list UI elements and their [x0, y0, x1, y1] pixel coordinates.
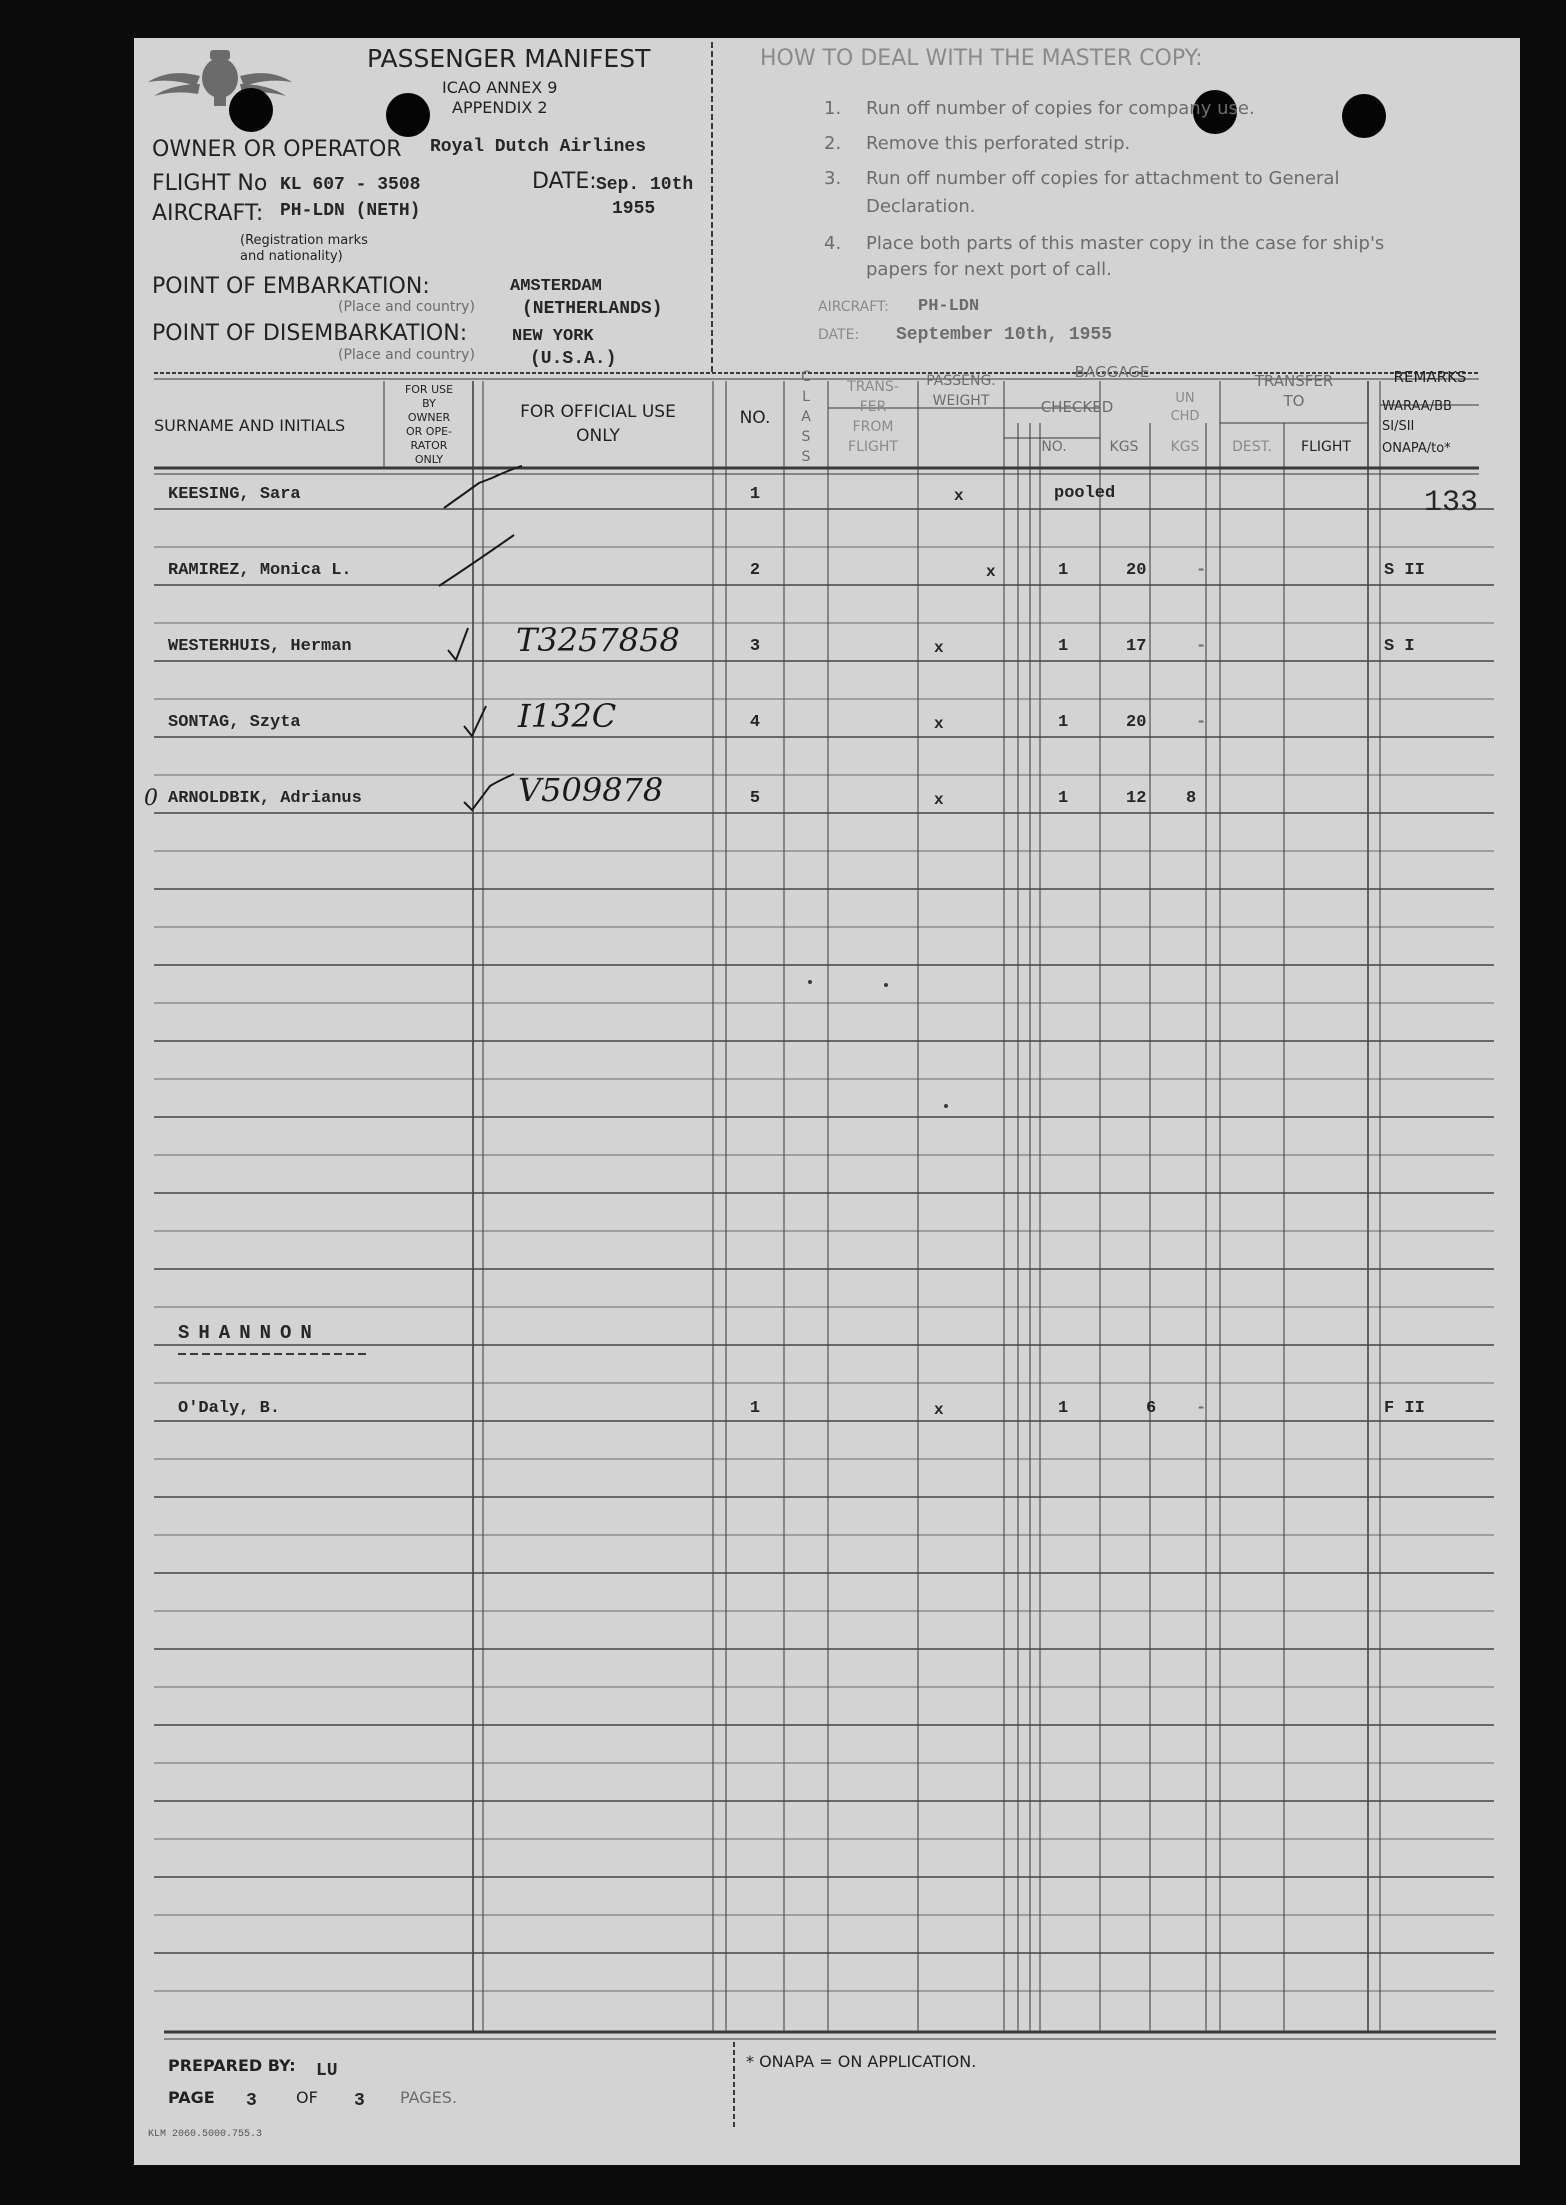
passenger-number: 4	[749, 713, 761, 732]
registration-note: (Registration marks	[240, 233, 368, 248]
passenger-weight-mark: x	[934, 791, 944, 809]
form-code: KLM 2060.5000.755.3	[148, 2129, 263, 2140]
section-shannon: SHANNON	[178, 1322, 321, 1344]
page-value: 3	[246, 2091, 257, 2111]
baggage-count: 1	[1058, 789, 1069, 808]
col-number: NO.	[739, 408, 771, 428]
instruction-number: 4.	[824, 233, 842, 254]
punch-hole	[1342, 94, 1386, 138]
icao-annex: ICAO ANNEX 9	[442, 78, 558, 97]
passenger-number: 1	[749, 1399, 761, 1418]
baggage-count: 1	[1058, 561, 1069, 580]
appendix: APPENDIX 2	[452, 98, 548, 117]
instructions-title: HOW TO DEAL WITH THE MASTER COPY:	[760, 46, 1203, 71]
nationality-note: and nationality)	[240, 249, 343, 264]
passenger-weight-mark: x	[934, 715, 944, 733]
col-remarks-sub-2: SI/SII	[1382, 419, 1415, 434]
baggage-kgs: 20	[1126, 561, 1147, 580]
col-surname: SURNAME AND INITIALS	[154, 416, 346, 435]
copy-date-label: DATE:	[818, 327, 860, 343]
passenger-remarks: S I	[1384, 637, 1415, 656]
punch-hole	[386, 93, 430, 137]
prepared-by-label: PREPARED BY:	[168, 2056, 296, 2075]
unchecked-kgs: -	[1196, 713, 1207, 732]
col-transfer-to: TRANSFER	[1254, 372, 1334, 390]
embark-label: POINT OF EMBARKATION:	[152, 274, 430, 299]
col-remarks-sub-1: WARAA/BB	[1382, 399, 1452, 414]
col-unchd-kgs: KGS	[1170, 439, 1200, 455]
col-kgs: KGS	[1109, 439, 1139, 455]
col-official-only: ONLY	[576, 426, 620, 446]
passenger-name: KEESING, Sara	[168, 485, 301, 504]
passenger-name: WESTERHUIS, Herman	[168, 637, 352, 656]
col-remarks-sub-3: ONAPA/to*	[1382, 441, 1451, 456]
baggage-count: 1	[1058, 713, 1069, 732]
col-remarks: REMARKS	[1393, 368, 1467, 386]
passenger-weight-mark: x	[986, 563, 996, 581]
copy-aircraft-label: AIRCRAFT:	[818, 299, 889, 315]
instruction-text: Remove this perforated strip.	[866, 133, 1131, 154]
col-dest: DEST.	[1232, 439, 1272, 455]
unchecked-kgs: -	[1196, 561, 1207, 580]
embark-country: (NETHERLANDS)	[522, 299, 663, 319]
disembark-country: (U.S.A.)	[530, 349, 617, 369]
col-unchecked-top: UN	[1175, 391, 1195, 406]
airline-crest-logo	[148, 50, 292, 106]
margin-mark: 0	[144, 786, 158, 811]
col-official-use: FOR OFFICIAL USE	[520, 402, 676, 422]
col-unchecked-bottom: CHD	[1170, 409, 1200, 424]
instruction-number: 3.	[824, 168, 842, 189]
of-value: 3	[354, 2091, 365, 2111]
instruction-text: Place both parts of this master copy in the case for ship's	[866, 233, 1385, 254]
col-transfer-to-sub: TO	[1283, 392, 1305, 410]
manifest-sheet: PASSENGER MANIFEST ICAO ANNEX 9 APPENDIX 2 OWNER OR OPERATOR Royal Dutch Airlines FLIGHT No KL 607 - 3508 DATE: Sep. 10th 1955 AIRCRAFT: PH-LDN (NETH) (Registration marks and nationality) POINT OF EMBARKATION: AMSTERDAM (Place and country) (NETHERLANDS) POINT OF DISEMBARKATION: NEW YORK (Place and country) (U.S.A.) HOW TO DEAL WITH THE MASTER COPY: 1. Run off number of copies for company use. 2. Remove this perforated strip. 3. Run off number off copies for attachment to General Declaration. 4. Place both parts of this master copy in the case for ship's papers for next port of call. AIRCRAFT: PH-LDN DATE: September 10th, 1955 SURNAME AND INITIALS FOR USE BY OWNER OR OPE- RATOR ONLY FOR OFFICIAL USE ONLY NO. C L A S S TRANS- FER FROM FLIGHT PASSENG. WEIGHT BAGGAGE CHECKED UN CHD NO. KGS KGS TRANSFER TO DEST. FLIGHT REMARKS WARAA/BB SI/SII ONAPA/to* 133 KEESING, Sara 1 x pooled RAMIREZ, Monica L. 2 x 1 20 - S II WESTERHUIS, Herman T3257858 3 x 1 17 - S I SONTAG, Szyta I132C 4 x 1 20 - 0 ARNOLDBIK, Adrianus V509878 5 x 1 12 8 SHANNON O'Daly, B. 1 x 1 6 - F II PREPARED BY: LU PAGE 3 OF 3 PAGES. * ONAPA = ON APPLICATION. KLM 2060.5000.755.3	[134, 38, 1520, 2165]
disembark-label: POINT OF DISEMBARKATION:	[152, 321, 468, 346]
passenger-name: RAMIREZ, Monica L.	[168, 561, 352, 580]
baggage-kgs: 17	[1126, 637, 1147, 656]
pages-label: PAGES.	[400, 2088, 458, 2107]
baggage-count: 1	[1058, 1399, 1069, 1418]
disembark-value: NEW YORK	[512, 327, 594, 346]
unchecked-kgs: -	[1196, 637, 1207, 656]
col-bag-no: NO.	[1041, 439, 1067, 455]
instruction-number: 2.	[824, 133, 842, 154]
passenger-number: 5	[749, 789, 761, 808]
punch-hole	[229, 88, 273, 132]
col-baggage: BAGGAGE	[1074, 363, 1150, 381]
baggage-pooled: pooled	[1054, 484, 1116, 503]
flight-label: FLIGHT No	[152, 171, 268, 196]
page-serial-number: 133	[1424, 486, 1479, 520]
official-use-entry: I132C	[518, 697, 617, 735]
unchecked-kgs: -	[1196, 1399, 1207, 1418]
flight-value: KL 607 - 3508	[280, 175, 421, 195]
instruction-text: Run off number of copies for company use.	[866, 98, 1255, 119]
unchecked-kgs: 8	[1186, 789, 1197, 808]
passenger-remarks: S II	[1384, 561, 1425, 580]
page-label: PAGE	[168, 2088, 215, 2107]
disembark-note: (Place and country)	[338, 347, 475, 363]
manifest-title: PASSENGER MANIFEST	[367, 44, 651, 73]
instruction-text: papers for next port of call.	[866, 259, 1112, 280]
passenger-number: 3	[749, 637, 761, 656]
owner-value: Royal Dutch Airlines	[430, 137, 647, 157]
owner-label: OWNER OR OPERATOR	[152, 137, 402, 162]
instruction-text: Run off number off copies for attachment to General	[866, 168, 1340, 189]
col-weight-bottom: WEIGHT	[932, 393, 990, 409]
date-label: DATE:	[532, 169, 597, 194]
instruction-number: 1.	[824, 98, 842, 119]
official-use-entry: V509878	[518, 771, 664, 809]
passenger-name: ARNOLDBIK, Adrianus	[168, 789, 362, 808]
embark-value: AMSTERDAM	[510, 277, 602, 296]
instruction-text: Declaration.	[866, 196, 976, 217]
copy-aircraft-value: PH-LDN	[918, 297, 980, 316]
date-year: 1955	[612, 199, 656, 219]
aircraft-label: AIRCRAFT:	[152, 201, 264, 226]
passenger-name: O'Daly, B.	[178, 1399, 281, 1418]
passenger-name: SONTAG, Szyta	[168, 713, 301, 732]
aircraft-value: PH-LDN (NETH)	[280, 201, 421, 221]
baggage-kgs: 6	[1146, 1399, 1157, 1418]
passenger-remarks: F II	[1384, 1399, 1425, 1418]
passenger-weight-mark: x	[954, 487, 964, 505]
official-use-entry: T3257858	[516, 621, 680, 659]
of-label: OF	[296, 2088, 318, 2107]
passenger-weight-mark: x	[934, 1401, 944, 1419]
baggage-kgs: 20	[1126, 713, 1147, 732]
onapa-footnote: * ONAPA = ON APPLICATION.	[746, 2052, 977, 2071]
col-checked: CHECKED	[1040, 398, 1114, 416]
col-weight-top: PASSENG.	[926, 373, 996, 389]
col-flight: FLIGHT	[1301, 439, 1351, 455]
copy-date-value: September 10th, 1955	[896, 325, 1113, 345]
passenger-weight-mark: x	[934, 639, 944, 657]
baggage-kgs: 12	[1126, 789, 1147, 808]
passenger-number: 1	[749, 485, 761, 504]
baggage-count: 1	[1058, 637, 1069, 656]
date-value: Sep. 10th	[596, 175, 694, 195]
passenger-number: 2	[749, 561, 761, 580]
prepared-by-value: LU	[316, 2061, 338, 2081]
embark-note: (Place and country)	[338, 299, 475, 315]
